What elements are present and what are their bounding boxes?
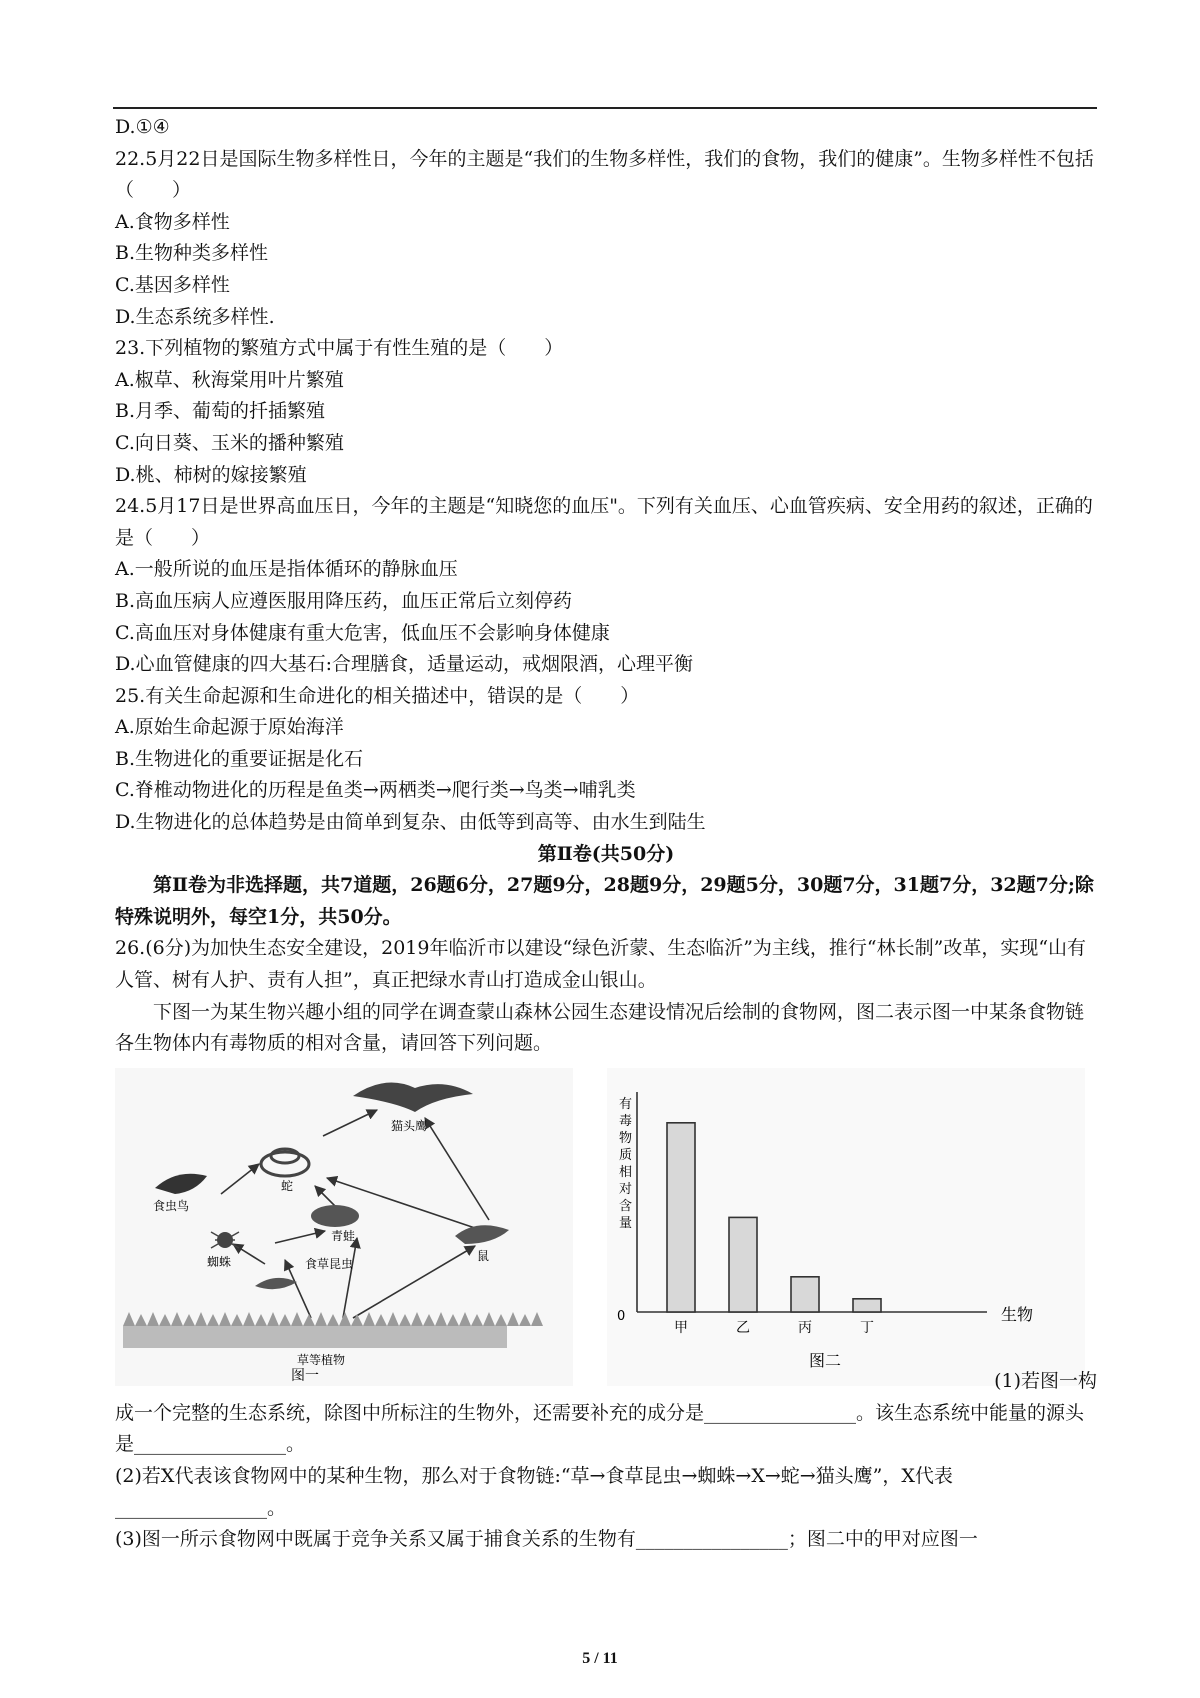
category-label: 丁 xyxy=(860,1319,874,1336)
y-axis-label-char: 相 xyxy=(619,1164,633,1180)
y-axis-label-char: 毒 xyxy=(619,1113,633,1129)
header-rule xyxy=(113,107,1097,109)
food-web-figure xyxy=(115,1068,573,1386)
option-d: D.生物进化的总体趋势是由简单到复杂、由低等到高等、由水生到陆生 xyxy=(115,811,706,834)
option-d: D.生态系统多样性. xyxy=(115,305,275,328)
grass-label: 草等植物 xyxy=(296,1352,346,1367)
bar-3 xyxy=(791,1277,819,1312)
header-fragment: D.①④ xyxy=(115,116,170,138)
question-23 xyxy=(115,333,1097,491)
x-axis-label: 生物 xyxy=(1001,1304,1034,1324)
category-label: 丙 xyxy=(798,1319,812,1336)
y-axis-label-char: 物 xyxy=(619,1130,633,1146)
category-label: 甲 xyxy=(674,1319,688,1336)
toxin-bar-chart xyxy=(607,1068,1085,1386)
section-intro: 第Ⅱ卷为非选择题，共7道题，26题6分，27题9分，28题9分，29题5分，30题7分，31题7分，32题7分;除特殊说明外，每空1分，共50分。 xyxy=(115,874,1094,928)
question-stem: 24.5月17日是世界高血压日，今年的主题是“知晓您的血压"。下列有关血压、心血管疾病、安全用药的叙述，正确的是（ ） xyxy=(115,495,1093,549)
question-stem: 23.下列植物的繁殖方式中属于有性生殖的是（ ） xyxy=(115,337,564,360)
option-c: C.高血压对身体健康有重大危害，低血压不会影响身体健康 xyxy=(115,621,610,644)
origin-label: 0 xyxy=(617,1308,626,1324)
owl-label: 猫头鹰 xyxy=(390,1118,428,1133)
y-axis-label-char: 质 xyxy=(619,1147,633,1163)
insect-label: 食草昆虫 xyxy=(304,1256,354,1271)
category-label: 乙 xyxy=(736,1319,750,1336)
option-a: A.一般所说的血压是指体循环的静脉血压 xyxy=(115,558,458,581)
option-c: C.脊椎动物进化的历程是鱼类→两栖类→爬行类→鸟类→哺乳类 xyxy=(115,779,636,802)
bar-1 xyxy=(667,1123,695,1312)
mouse-label: 鼠 xyxy=(476,1248,490,1263)
y-axis-label-char: 有 xyxy=(619,1096,633,1112)
option-b: B.生物进化的重要证据是化石 xyxy=(115,747,364,770)
figure2-caption: 图二 xyxy=(808,1350,842,1370)
spider-label: 蜘蛛 xyxy=(206,1254,232,1269)
option-a: A.椒草、秋海棠用叶片繁殖 xyxy=(115,368,344,391)
q26-sub1-head: (1)若图一构 xyxy=(994,1370,1097,1393)
question-stem: 22.5月22日是国际生物多样性日，今年的主题是“我们的生物多样性，我们的食物，我们的健康”。生物多样性不包括（ ） xyxy=(115,147,1094,202)
q26-sub1-body: 成一个完整的生态系统，除图中所标注的生物外，还需要补充的成分是________________。该生态系统中能量的源头是________________。 xyxy=(115,1401,1085,1456)
figure-row xyxy=(115,1068,1097,1398)
option-b: B.生物种类多样性 xyxy=(115,242,269,265)
option-a: A.食物多样性 xyxy=(115,210,230,233)
frog-icon xyxy=(311,1205,359,1227)
option-d: D.心血管健康的四大基石:合理膳食，适量运动，戒烟限酒，心理平衡 xyxy=(115,653,693,676)
y-axis-label-char: 含 xyxy=(619,1198,633,1214)
option-b: B.月季、葡萄的扦插繁殖 xyxy=(115,400,326,423)
food-web-svg xyxy=(115,1068,573,1386)
frog-label: 青蛙 xyxy=(330,1228,356,1243)
question-22 xyxy=(115,144,1097,334)
option-d: D.桃、柿树的嫁接繁殖 xyxy=(115,463,307,486)
option-c: C.基因多样性 xyxy=(115,273,230,296)
bar-2 xyxy=(729,1217,757,1312)
page-number: 5 / 11 xyxy=(582,1650,618,1667)
q26-sub3: (3)图一所示食物网中既属于竞争关系又属于捕食关系的生物有________________；图二中的甲对应图一 xyxy=(115,1528,978,1551)
y-axis-label-char: 量 xyxy=(619,1215,633,1231)
bird-label: 食虫鸟 xyxy=(152,1198,190,1213)
option-a: A.原始生命起源于原始海洋 xyxy=(115,716,344,739)
snake-label: 蛇 xyxy=(280,1178,294,1193)
question-stem: 25.有关生命起源和生命进化的相关描述中，错误的是（ ） xyxy=(115,684,640,707)
bar-chart-svg xyxy=(607,1068,1085,1386)
option-c: C.向日葵、玉米的播种繁殖 xyxy=(115,431,344,454)
page-content xyxy=(115,112,1097,1556)
question-25 xyxy=(115,681,1097,839)
spider-icon xyxy=(211,1232,239,1248)
question-24 xyxy=(115,491,1097,681)
section-title: 第Ⅱ卷(共50分) xyxy=(537,842,675,865)
q26-stem-1: 26.(6分)为加快生态安全建设，2019年临沂市以建设“绿色沂蒙、生态临沂”为主线，推行“林长制”改革，实现“山有人管、树有人护、责有人担”，真正把绿水青山打造成金山银山。 xyxy=(115,937,1087,992)
option-b: B.高血压病人应遵医服用降压药，血压正常后立刻停药 xyxy=(115,589,573,612)
y-axis-label-char: 对 xyxy=(619,1181,633,1197)
figure1-caption: 图一 xyxy=(291,1367,319,1384)
q26-sub2: (2)若X代表该食物网中的某种生物，那么对于食物链:“草→食草昆虫→蜘蛛→X→蛇→猫头鹰”，X代表________________。 xyxy=(115,1465,953,1519)
bar-4 xyxy=(853,1299,881,1312)
q26-stem-2: 下图一为某生物兴趣小组的同学在调查蒙山森林公园生态建设情况后绘制的食物网，图二表示图一中某条食物链各生物体内有毒物质的相对含量，请回答下列问题。 xyxy=(115,1000,1085,1055)
